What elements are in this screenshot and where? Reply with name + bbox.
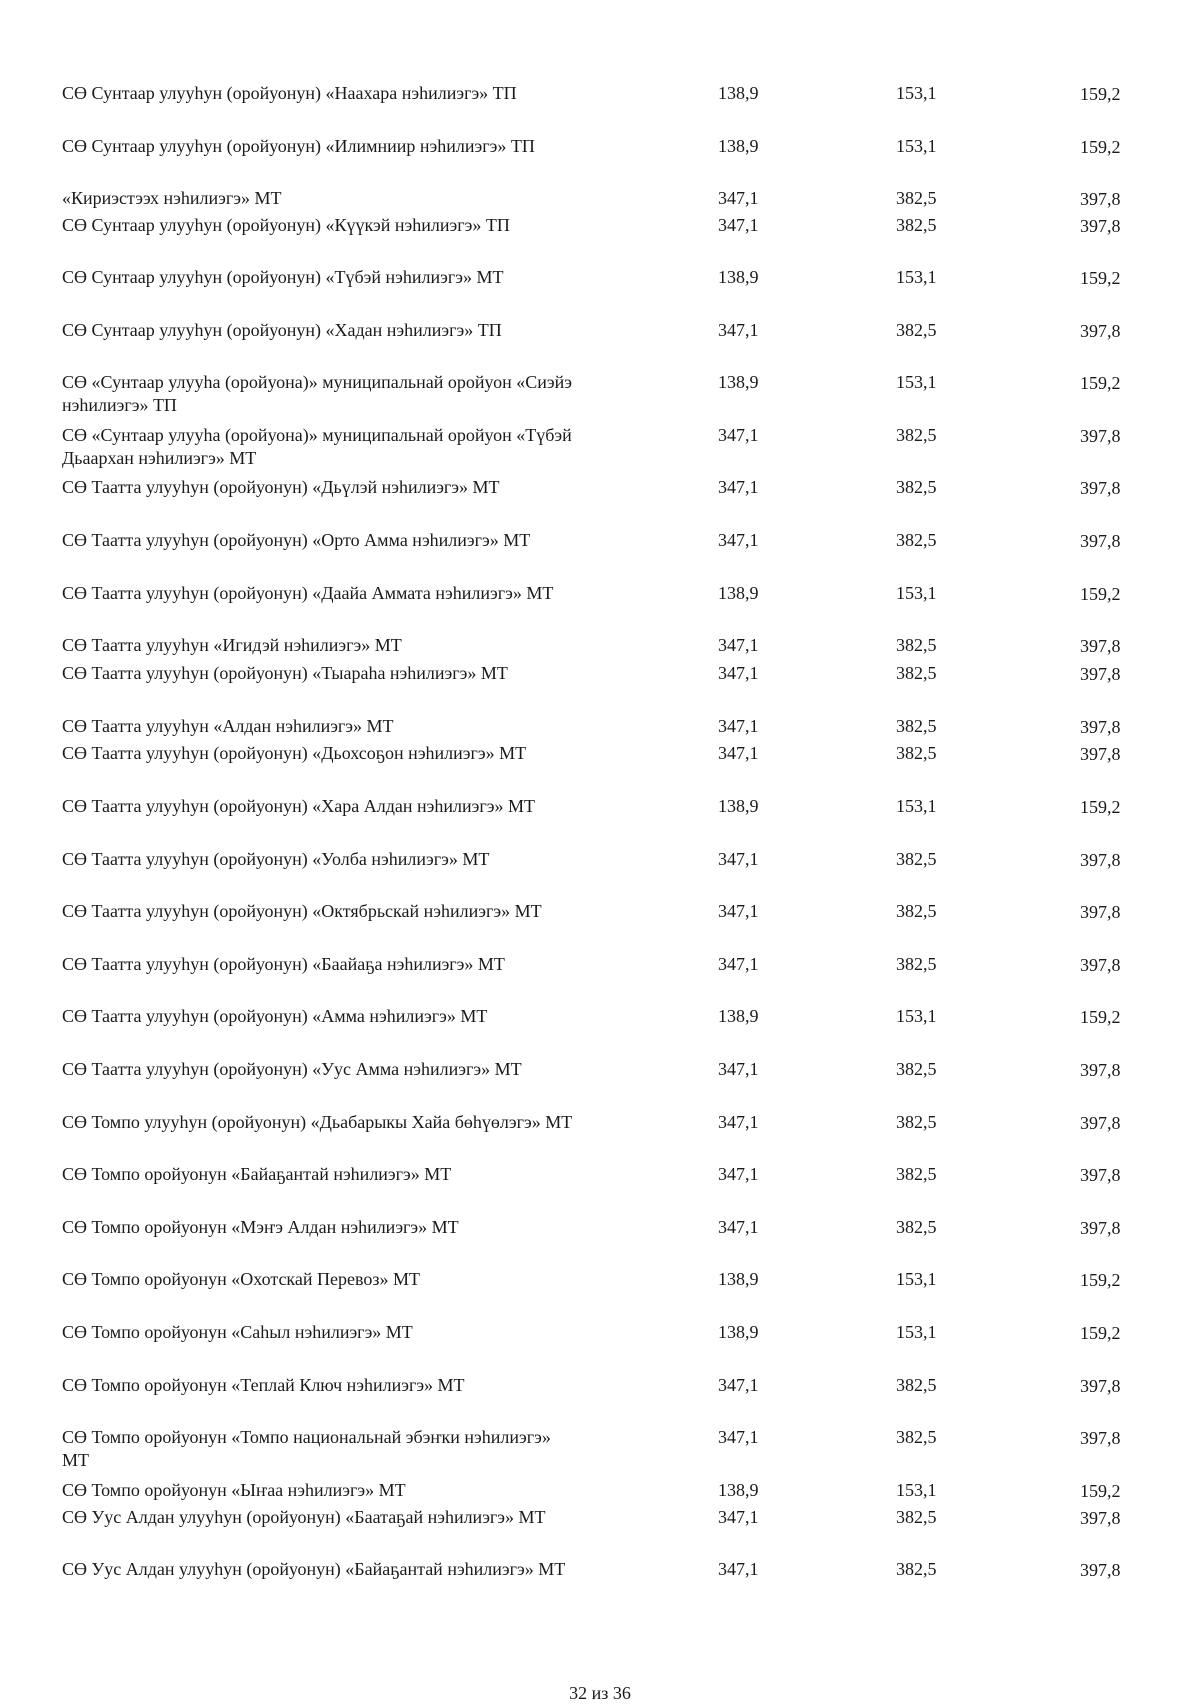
row-value-1: 347,1 xyxy=(718,743,759,763)
row-value-2: 382,5 xyxy=(896,1059,937,1079)
row-value-3: 159,2 xyxy=(1080,797,1121,817)
row-value-2: 153,1 xyxy=(896,583,937,603)
row-value-1: 347,1 xyxy=(718,1427,759,1447)
table-row xyxy=(0,1374,1200,1424)
row-value-2: 153,1 xyxy=(896,1480,937,1500)
row-value-1: 347,1 xyxy=(718,1164,759,1184)
row-value-1: 138,9 xyxy=(718,267,759,287)
row-value-3: 397,8 xyxy=(1080,1165,1121,1185)
row-value-3: 159,2 xyxy=(1080,1481,1121,1501)
table-row xyxy=(0,529,1200,579)
row-name: СӨ «Сунтаар улууһа (оройуона)» муниципальнай оройуон «Түбэй Дьаархан нэһилиэгэ» МТ xyxy=(62,425,572,468)
row-name: «Кириэстээх нэһилиэгэ» МТ xyxy=(62,188,282,208)
row-value-3: 397,8 xyxy=(1080,850,1121,870)
row-value-2: 153,1 xyxy=(896,83,937,103)
row-value-2: 153,1 xyxy=(896,136,937,156)
row-value-3: 397,8 xyxy=(1080,426,1121,446)
row-value-3: 159,2 xyxy=(1080,584,1121,604)
row-value-1: 347,1 xyxy=(718,1059,759,1079)
row-value-2: 382,5 xyxy=(896,743,937,763)
row-name: СӨ Сунтаар улууһун (оройуонун) «Түбэй нэһилиэгэ» МТ xyxy=(62,267,504,287)
table-row xyxy=(0,795,1200,845)
row-value-3: 397,8 xyxy=(1080,1428,1121,1448)
table-row xyxy=(0,582,1200,632)
row-value-2: 153,1 xyxy=(896,1322,937,1342)
row-value-2: 382,5 xyxy=(896,663,937,683)
table-row xyxy=(0,319,1200,369)
row-value-1: 347,1 xyxy=(718,635,759,655)
row-value-2: 153,1 xyxy=(896,1269,937,1289)
row-name: СӨ Томпо оройуонун «Теплай Ключ нэһилиэгэ» МТ xyxy=(62,1375,465,1395)
table-row xyxy=(0,82,1200,132)
row-value-1: 138,9 xyxy=(718,136,759,156)
row-name: СӨ Томпо оройуонун «Мэҥэ Алдан нэһилиэгэ» МТ xyxy=(62,1217,459,1237)
row-value-1: 347,1 xyxy=(718,320,759,340)
row-name: СӨ «Сунтаар улууһа (оройуона)» муниципальнай оройуон «Сиэйэ нэһилиэгэ» ТП xyxy=(62,372,572,415)
row-value-2: 382,5 xyxy=(896,1112,937,1132)
row-value-2: 153,1 xyxy=(896,372,937,392)
row-name: СӨ Уус Алдан улууһун (оройуонун) «Баатаҕай нэһилиэгэ» МТ xyxy=(62,1507,546,1527)
row-name: СӨ Томпо оройуонун «Саһыл нэһилиэгэ» МТ xyxy=(62,1322,413,1342)
row-name: СӨ Томпо оройуонун «Охотскай Перевоз» МТ xyxy=(62,1269,420,1289)
row-value-1: 347,1 xyxy=(718,425,759,445)
row-value-1: 347,1 xyxy=(718,954,759,974)
row-value-2: 382,5 xyxy=(896,320,937,340)
row-value-2: 382,5 xyxy=(896,425,937,445)
row-name: СӨ Таатта улууһун (оройуонун) «Орто Амма нэһилиэгэ» МТ xyxy=(62,530,531,550)
row-value-2: 382,5 xyxy=(896,1217,937,1237)
row-name: СӨ Сунтаар улууһун (оройуонун) «Илимниир нэһилиэгэ» ТП xyxy=(62,136,535,156)
row-name: СӨ Томпо оройуонун «Томпо национальнай эбэҥки нэһилиэгэ» МТ xyxy=(62,1427,551,1470)
row-value-2: 382,5 xyxy=(896,1507,937,1527)
row-name: СӨ Томпо оройуонун «Ыҥаа нэһилиэгэ» МТ xyxy=(62,1480,406,1500)
row-name: СӨ Таатта улууһун (оройуонун) «Баайаҕа нэһилиэгэ» МТ xyxy=(62,954,505,974)
row-value-3: 397,8 xyxy=(1080,955,1121,975)
row-value-2: 382,5 xyxy=(896,477,937,497)
row-value-3: 397,8 xyxy=(1080,902,1121,922)
row-value-1: 347,1 xyxy=(718,663,759,683)
row-value-3: 159,2 xyxy=(1080,1007,1121,1027)
row-value-2: 382,5 xyxy=(896,901,937,921)
row-value-2: 382,5 xyxy=(896,1164,937,1184)
row-value-2: 382,5 xyxy=(896,716,937,736)
row-value-1: 347,1 xyxy=(718,1507,759,1527)
row-value-3: 397,8 xyxy=(1080,636,1121,656)
row-value-1: 138,9 xyxy=(718,1006,759,1026)
table-row xyxy=(0,424,1200,474)
row-value-3: 397,8 xyxy=(1080,531,1121,551)
row-value-2: 382,5 xyxy=(896,635,937,655)
row-value-3: 397,8 xyxy=(1080,717,1121,737)
table-row xyxy=(0,476,1200,526)
table-row xyxy=(0,1163,1200,1213)
row-value-1: 347,1 xyxy=(718,1112,759,1132)
table-row xyxy=(0,1506,1200,1556)
table-row xyxy=(0,900,1200,950)
row-value-3: 397,8 xyxy=(1080,1218,1121,1238)
row-value-1: 347,1 xyxy=(718,849,759,869)
row-name: СӨ Таатта улууһун (оройуонун) «Дьүлэй нэһилиэгэ» МТ xyxy=(62,477,500,497)
row-value-1: 138,9 xyxy=(718,372,759,392)
table-row xyxy=(0,1321,1200,1371)
row-value-3: 159,2 xyxy=(1080,84,1121,104)
row-name: СӨ Таатта улууһун (оройуонун) «Даайа Аммата нэһилиэгэ» МТ xyxy=(62,583,554,603)
table-row xyxy=(0,1111,1200,1161)
row-value-2: 153,1 xyxy=(896,267,937,287)
row-value-3: 397,8 xyxy=(1080,1508,1121,1528)
table-row xyxy=(0,214,1200,264)
table-row xyxy=(0,371,1200,421)
row-value-3: 159,2 xyxy=(1080,373,1121,393)
row-value-1: 347,1 xyxy=(718,1375,759,1395)
row-value-1: 138,9 xyxy=(718,83,759,103)
row-value-2: 382,5 xyxy=(896,215,937,235)
table-row xyxy=(0,135,1200,185)
row-value-2: 382,5 xyxy=(896,1427,937,1447)
row-value-3: 159,2 xyxy=(1080,137,1121,157)
row-value-3: 159,2 xyxy=(1080,268,1121,288)
row-name: СӨ Томпо улууһун (оройуонун) «Дьабарыкы Хайа бөһүөлэгэ» МТ xyxy=(62,1112,573,1132)
row-name: СӨ Таатта улууһун «Игидэй нэһилиэгэ» МТ xyxy=(62,635,402,655)
table-row xyxy=(0,1216,1200,1266)
row-value-1: 347,1 xyxy=(718,530,759,550)
table-row xyxy=(0,1426,1200,1476)
row-name: СӨ Таатта улууһун (оройуонун) «Дьохсоҕон нэһилиэгэ» МТ xyxy=(62,743,527,763)
row-value-3: 397,8 xyxy=(1080,1113,1121,1133)
row-value-3: 397,8 xyxy=(1080,1376,1121,1396)
table-row xyxy=(0,742,1200,792)
row-value-1: 138,9 xyxy=(718,1480,759,1500)
row-name: СӨ Сунтаар улууһун (оройуонун) «Күүкэй нэһилиэгэ» ТП xyxy=(62,215,510,235)
table-row xyxy=(0,1058,1200,1108)
row-name: СӨ Таатта улууһун (оройуонун) «Хара Алдан нэһилиэгэ» МТ xyxy=(62,796,535,816)
row-value-3: 159,2 xyxy=(1080,1323,1121,1343)
row-value-3: 397,8 xyxy=(1080,1560,1121,1580)
row-name: СӨ Таатта улууһун (оройуонун) «Амма нэһилиэгэ» МТ xyxy=(62,1006,488,1026)
row-value-2: 153,1 xyxy=(896,1006,937,1026)
row-value-1: 347,1 xyxy=(718,1217,759,1237)
row-value-1: 138,9 xyxy=(718,1322,759,1342)
row-name: СӨ Томпо оройуонун «Байаҕантай нэһилиэгэ» МТ xyxy=(62,1164,452,1184)
row-name: СӨ Таатта улууһун «Алдан нэһилиэгэ» МТ xyxy=(62,716,394,736)
row-value-2: 382,5 xyxy=(896,954,937,974)
row-value-2: 382,5 xyxy=(896,530,937,550)
row-value-1: 138,9 xyxy=(718,796,759,816)
row-value-1: 347,1 xyxy=(718,716,759,736)
row-name: СӨ Таатта улууһун (оройуонун) «Тыараһа нэһилиэгэ» МТ xyxy=(62,663,508,683)
row-name: СӨ Сунтаар улууһун (оройуонун) «Наахара нэһилиэгэ» ТП xyxy=(62,83,517,103)
row-value-1: 347,1 xyxy=(718,901,759,921)
row-value-3: 397,8 xyxy=(1080,321,1121,341)
table-row xyxy=(0,1268,1200,1318)
row-value-3: 397,8 xyxy=(1080,478,1121,498)
row-value-3: 397,8 xyxy=(1080,1060,1121,1080)
row-name: СӨ Таатта улууһун (оройуонун) «Октябрьскай нэһилиэгэ» МТ xyxy=(62,901,542,921)
row-value-2: 153,1 xyxy=(896,796,937,816)
row-value-3: 159,2 xyxy=(1080,1270,1121,1290)
row-value-1: 347,1 xyxy=(718,188,759,208)
row-value-2: 382,5 xyxy=(896,188,937,208)
row-value-1: 347,1 xyxy=(718,215,759,235)
table-row xyxy=(0,953,1200,1003)
row-value-1: 138,9 xyxy=(718,1269,759,1289)
row-value-3: 397,8 xyxy=(1080,216,1121,236)
page-number: 32 из 36 xyxy=(569,1683,631,1703)
row-name: СӨ Таатта улууһун (оройуонун) «Уус Амма нэһилиэгэ» МТ xyxy=(62,1059,522,1079)
row-value-3: 397,8 xyxy=(1080,664,1121,684)
table-row xyxy=(0,1005,1200,1055)
table-row xyxy=(0,662,1200,712)
row-value-2: 382,5 xyxy=(896,1559,937,1579)
row-name: СӨ Уус Алдан улууһун (оройуонун) «Байаҕантай нэһилиэгэ» МТ xyxy=(62,1559,566,1579)
table-row xyxy=(0,266,1200,316)
row-name: СӨ Таатта улууһун (оройуонун) «Уолба нэһилиэгэ» МТ xyxy=(62,849,490,869)
row-value-3: 397,8 xyxy=(1080,744,1121,764)
row-value-1: 138,9 xyxy=(718,583,759,603)
row-value-3: 397,8 xyxy=(1080,189,1121,209)
row-value-1: 347,1 xyxy=(718,1559,759,1579)
table-row xyxy=(0,1558,1200,1608)
row-value-1: 347,1 xyxy=(718,477,759,497)
row-value-2: 382,5 xyxy=(896,1375,937,1395)
row-name: СӨ Сунтаар улууһун (оройуонун) «Хадан нэһилиэгэ» ТП xyxy=(62,320,502,340)
table-row xyxy=(0,848,1200,898)
row-value-2: 382,5 xyxy=(896,849,937,869)
